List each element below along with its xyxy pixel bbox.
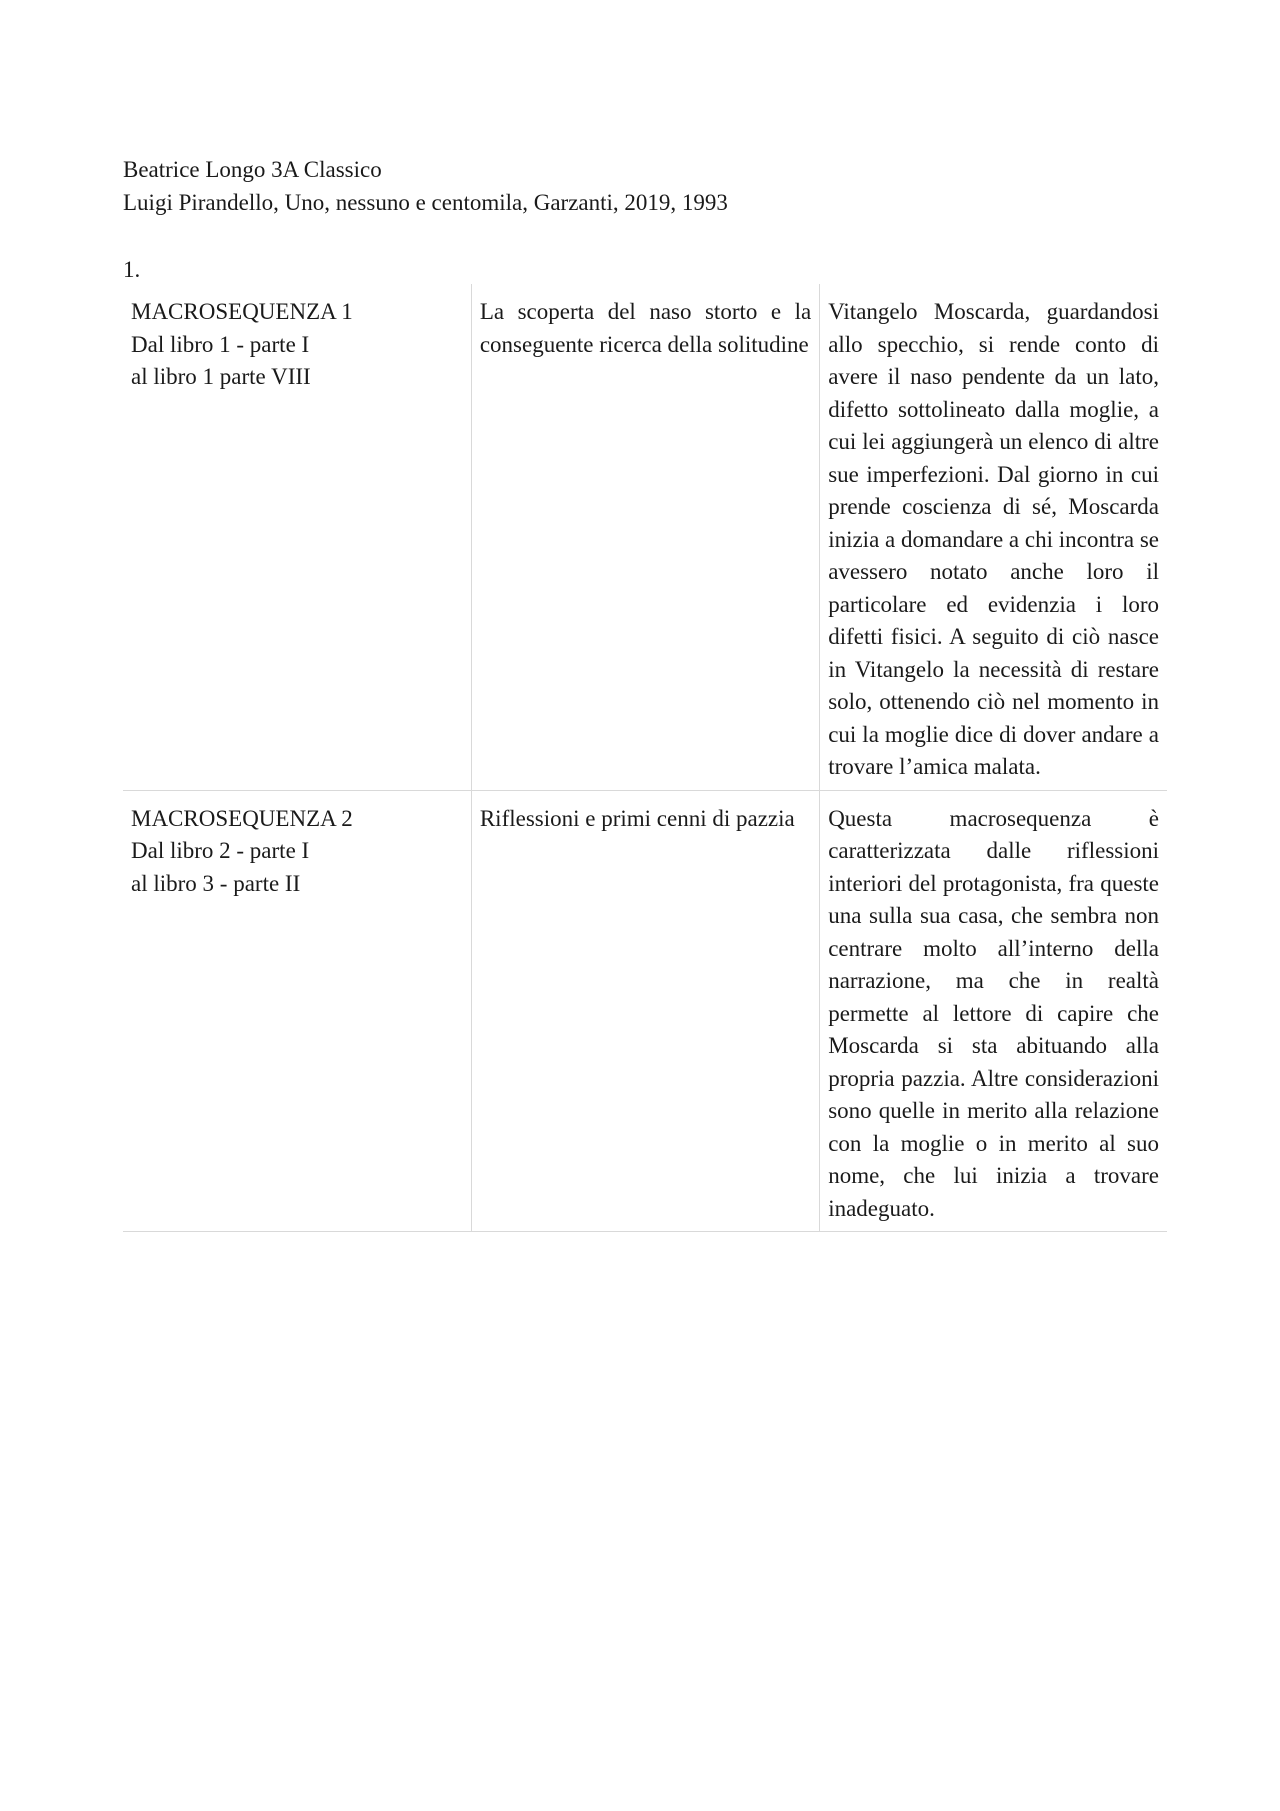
sequence-title: MACROSEQUENZA 1 [131, 299, 353, 324]
sequence-title: MACROSEQUENZA 2 [131, 805, 353, 831]
author-line: Beatrice Longo 3A Classico [123, 157, 382, 182]
macrosequence-table [123, 284, 1167, 1232]
book-reference: Luigi Pirandello, Uno, nessuno e centomila, Garzanti, 2019, 1993 [123, 190, 728, 215]
sequence-label-cell [123, 284, 471, 790]
sequence-range-to: al libro 1 parte VIII [131, 364, 311, 389]
section-number: 1. [123, 257, 141, 282]
table-row [123, 284, 1167, 790]
sequence-range-from: Dal libro 1 - parte I [131, 331, 310, 357]
sequence-summary-cell: Vitangelo Moscarda, guardandosi allo specchio, si rende conto di avere il naso pendente da un lato, difetto sottolineato dalla moglie, a cui lei aggiungerà un elenco di altre sue imperfezioni. Dal giorno in cui prende coscienza di sé, Moscarda inizia a domandare a chi incontra se avessero notato anche loro il particolare ed evidenzia i loro difetti fisici. A seguito di ciò nasce in Vitangelo la necessità di restare solo, ottenendo ciò nel momento in cui la moglie dice di dover andare a trovare l’amica malata. [820, 284, 1167, 790]
sequence-theme-cell: La scoperta del naso storto e la conseguente ricerca della solitudine [471, 284, 819, 790]
document-header [123, 153, 728, 219]
table-row [123, 790, 1167, 1232]
sequence-range-from: Dal libro 2 - parte I [131, 838, 310, 863]
sequence-label-cell [123, 790, 471, 1232]
sequence-range-to: al libro 3 - parte II [131, 870, 301, 896]
sequence-summary-cell: Questa macrosequenza è caratterizzata dalle riflessioni interiori del protagonista, fra queste una sulla sua casa, che sembra non centrare molto all’interno della narrazione, ma che in realtà permette al lettore di capire che Moscarda si sta abituando alla propria pazzia. Altre considerazioni sono quelle in merito alla relazione con la moglie o in merito al suo nome, che lui inizia a trovare inadeguato. [820, 790, 1167, 1232]
sequence-theme-cell: Riflessioni e primi cenni di pazzia [471, 790, 819, 1232]
